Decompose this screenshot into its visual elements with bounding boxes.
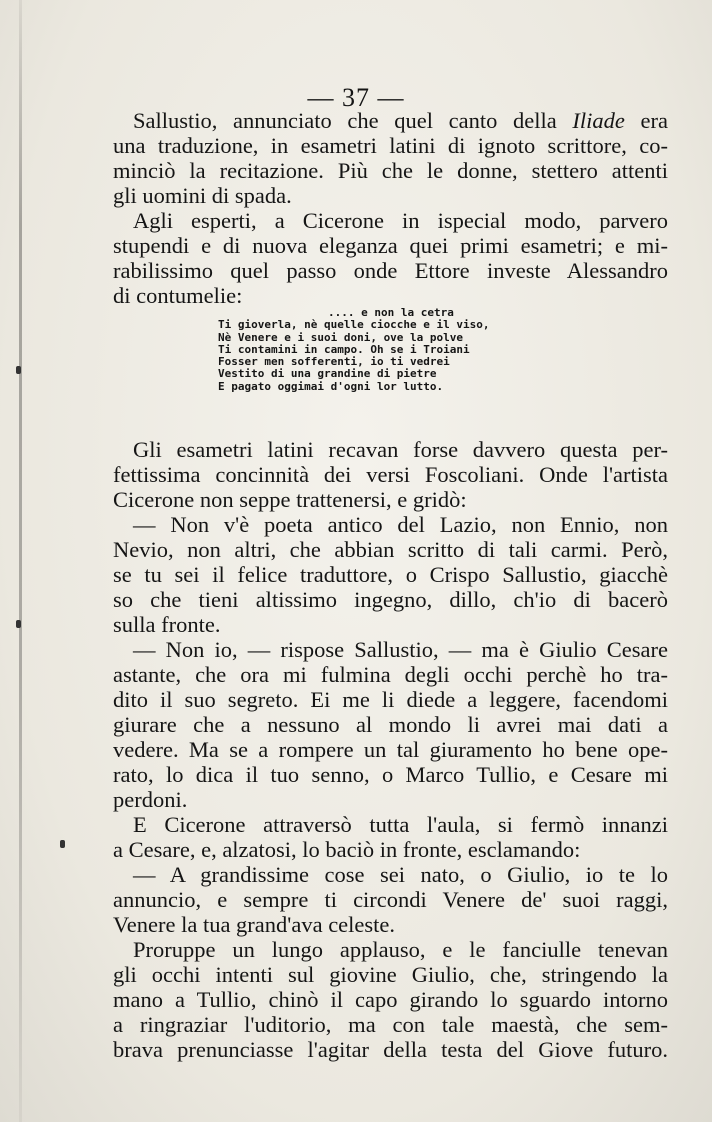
text-line: — A grandissime cose sei nato, o Giulio, io te lo: [133, 862, 668, 887]
prose-block-1: [113, 108, 668, 308]
text-line: fettissima concinnità dei versi Foscoliani. Onde l'artista: [113, 462, 668, 487]
text-line: Gli esametri latini recavan forse davvero questa per-: [133, 437, 668, 462]
text-line: mano a Tullio, chinò il capo girando lo sguardo intorno: [113, 987, 668, 1012]
text-line: stupendi e di nuova eleganza quei primi esametri; e mi-: [113, 233, 668, 258]
margin-mark: [60, 840, 65, 848]
text-line: Venere la tua grand'ava celeste.: [113, 912, 396, 937]
poem-line: E pagato oggimai d'ogni lor lutto.: [218, 379, 444, 393]
text-line: gli occhi intenti sul giovine Giulio, che, stringendo la: [113, 962, 668, 987]
text-line: so che tieni altissimo ingegno, dillo, ch'io di bacerò: [113, 587, 668, 612]
text-line: E Cicerone attraversò tutta l'aula, si fermò innanzi: [133, 812, 668, 837]
text-line: Cicerone non seppe trattenersi, e gridò:: [113, 487, 467, 512]
poem-line: Ti gioverla, nè quelle ciocche e il viso,: [218, 318, 490, 332]
poem-line: Ti contamini in campo. Oh se i Troiani: [218, 342, 470, 356]
text-line: — Non v'è poeta antico del Lazio, non Ennio, non: [133, 512, 668, 537]
text-line: rato, lo dica il tuo senno, o Marco Tullio, e Cesare mi: [113, 762, 668, 787]
text-line: Nevio, non altri, che abbian scritto di tali carmi. Però,: [113, 537, 668, 562]
text-line: vedere. Ma se a rompere un tal giuramento ho bene ope-: [113, 737, 668, 762]
binding-edge: [19, 0, 22, 1122]
text-line: Proruppe un lungo applauso, e le fanciulle tenevan: [133, 937, 668, 962]
text-line: Agli esperti, a Cicerone in ispecial modo, parvero: [133, 208, 668, 233]
poem-line: .... e non la cetra: [328, 306, 454, 319]
text-line: Sallustio, annunciato che quel canto della Iliade era: [133, 108, 669, 133]
text-line: a ringraziar l'uditorio, ma con tale maestà, che sem-: [113, 1012, 668, 1037]
poem-line: Vestito di una grandine di pietre: [218, 367, 437, 381]
text-line: giurare che a nessuno al mondo li avrei mai dati a: [113, 712, 668, 737]
poem-line: Fosser men sofferenti, io ti vedrei: [218, 355, 450, 369]
text-line: di contumelie:: [113, 283, 243, 308]
prose-block-2: [113, 437, 668, 1062]
text-line: — Non io, — rispose Sallustio, — ma è Giulio Cesare: [133, 637, 668, 662]
text-line: se tu sei il felice traduttore, o Crispo Sallustio, giacchè: [113, 562, 668, 587]
text-line: brava prenunciasse l'agitar della testa del Giove futuro.: [113, 1037, 668, 1062]
text-line: gli uomini di spada.: [113, 183, 292, 208]
text-line: a Cesare, e, alzatosi, lo baciò in fronte, esclamando:: [113, 837, 581, 862]
text-line: annuncio, e sempre ti circondi Venere de' suoi raggi,: [113, 887, 668, 912]
margin-mark: [16, 620, 21, 628]
text-line: dito il suo segreto. Ei me li diede a leggere, facendomi: [113, 687, 668, 712]
text-line: astante, che ora mi fulmina degli occhi perchè ho tra-: [113, 662, 668, 687]
text-line: sulla fronte.: [113, 612, 221, 637]
text-line: rabilissimo quel passo onde Ettore investe Alessandro: [113, 258, 668, 283]
poem-line: Nè Venere e i suoi doni, ove la polve: [218, 330, 464, 344]
poem-quotation: [218, 307, 518, 393]
italic-title: Iliade: [572, 108, 625, 133]
text-line: perdoni.: [113, 787, 188, 812]
text-line: una traduzione, in esametri latini di ignoto scrittore, co-: [113, 133, 668, 158]
margin-mark: [16, 366, 21, 374]
page-number: — 37 —: [307, 83, 405, 112]
text-line: minciò la recitazione. Più che le donne, stettero attenti: [113, 158, 668, 183]
